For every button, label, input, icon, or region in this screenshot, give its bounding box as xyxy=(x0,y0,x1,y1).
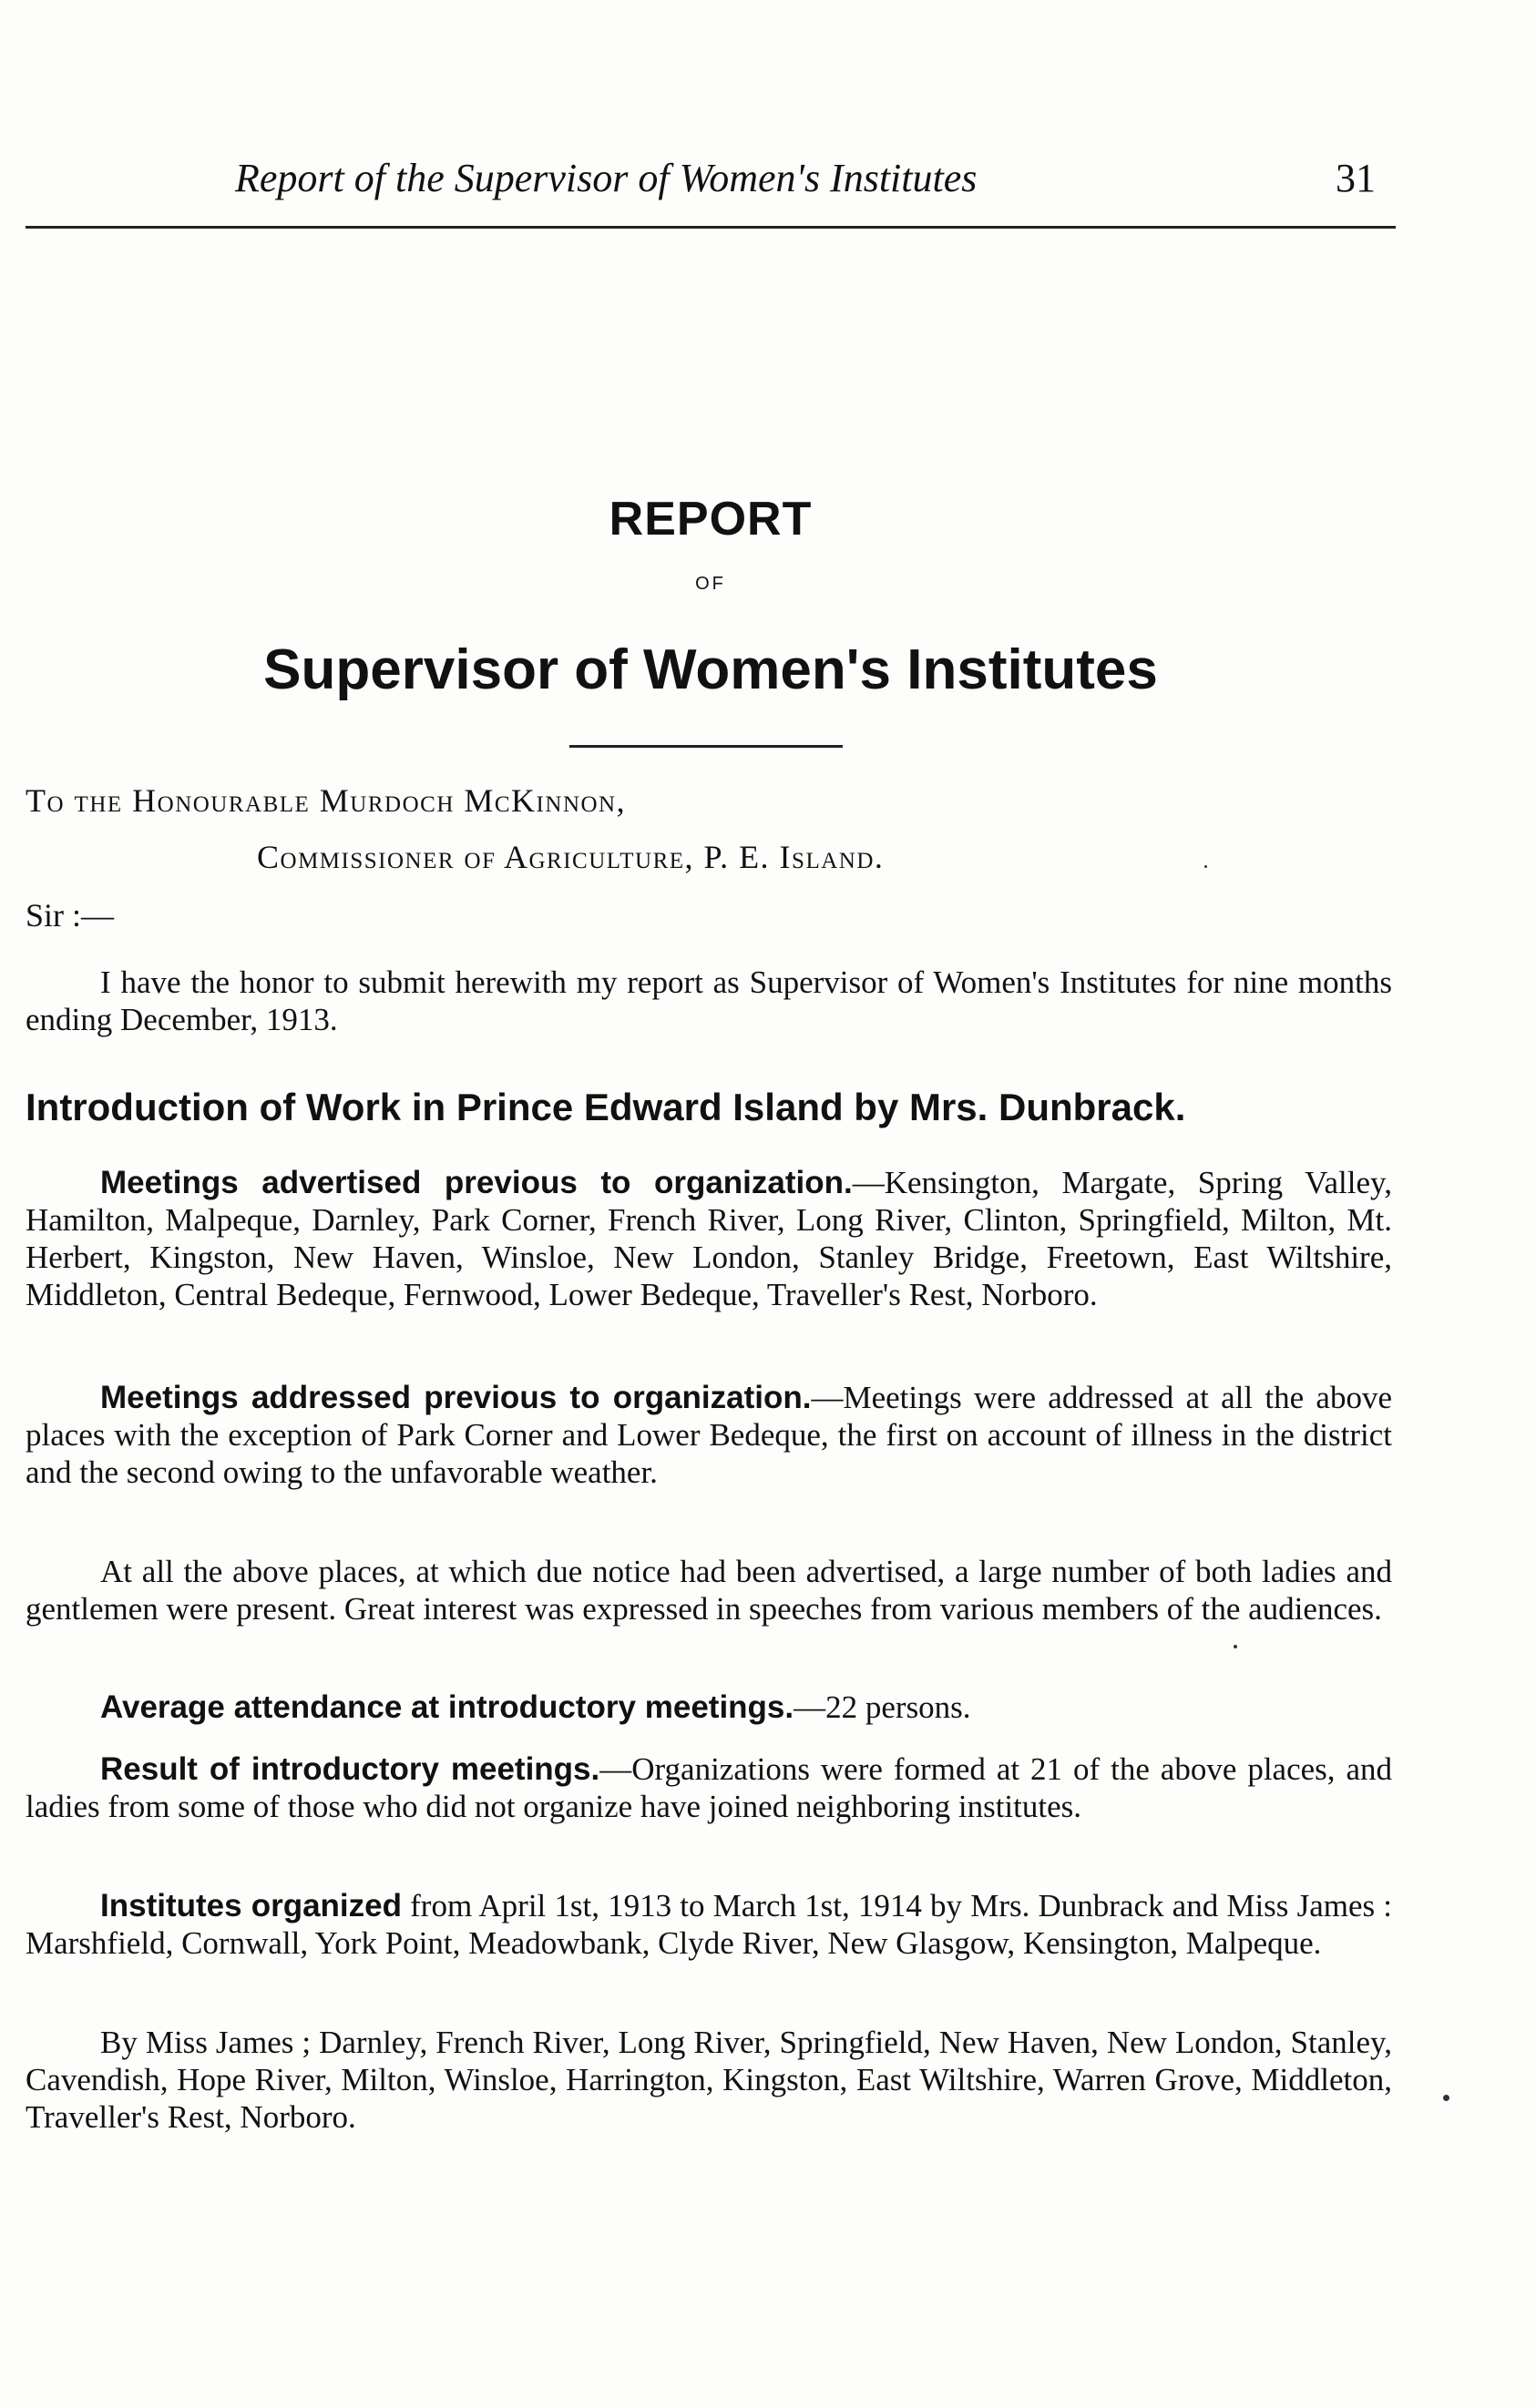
intro-paragraph: I have the honor to submit herewith my report as Supervisor of Women's Institutes for nine months ending December, 1913. xyxy=(26,964,1392,1037)
paragraph-result-meetings xyxy=(26,1750,1392,1825)
running-head-title: Report of the Supervisor of Women's Institutes xyxy=(235,156,978,200)
print-speck xyxy=(1443,2095,1449,2101)
paragraph-lead: Average attendance at introductory meetings. xyxy=(100,1689,794,1725)
title-rule xyxy=(569,745,843,748)
paragraph-text: At all the above places, at which due notice had been advertised, a large number of both ladies and gentlemen were present. Great interest was expressed in speeches from various members of the audiences. xyxy=(26,1554,1392,1627)
paragraph-meetings-addressed xyxy=(26,1379,1392,1491)
report-heading-of: OF xyxy=(695,574,726,594)
report-title: Supervisor of Women's Institutes xyxy=(263,638,1158,701)
paragraph-institutes-organized xyxy=(26,1887,1392,1962)
print-speck xyxy=(1234,1645,1237,1648)
section-heading: Introduction of Work in Prince Edward Island by Mrs. Dunbrack. xyxy=(26,1086,1186,1128)
paragraph-attendance-notes xyxy=(26,1553,1392,1627)
paragraph-by-miss-james xyxy=(26,2024,1392,2136)
paragraph-text: —Meetings were addressed at all the above places with the exception of Park Corner and Lower Bedeque, the first on account of illness in the district and the second owing to the unfavorable weather. xyxy=(26,1380,1392,1490)
paragraph-average-attendance xyxy=(26,1689,1392,1726)
salutation: Sir :— xyxy=(26,897,115,934)
paragraph-text: from April 1st, 1913 to March 1st, 1914 by Mrs. Dunbrack and Miss James : Marshfield, Cornwall, York Point, Meadowbank, Clyde River, New Glasgow, Kensington, Malpeque. xyxy=(26,1888,1392,1961)
header-rule xyxy=(26,226,1396,229)
addressee-line-1: To the Honourable Murdoch McKinnon, xyxy=(26,782,627,819)
addressee-line-2: Commissioner of Agriculture, P. E. Island. xyxy=(257,839,885,875)
report-heading: REPORT xyxy=(609,493,813,546)
paragraph-text: —Organizations were formed at 21 of the above places, and ladies from some of those who did not organize have joined neighboring institutes. xyxy=(26,1751,1392,1824)
paragraph-text: —Kensington, Margate, Spring Valley, Hamilton, Malpeque, Darnley, Park Corner, French River, Long River, Clinton, Springfield, Milton, Mt. Herbert, Kingston, New Haven, Winsloe, New London, Stanley Bridge, Freetown, East Wiltshire, Middleton, Central Bedeque, Fernwood, Lower Bedeque, Traveller's Rest, Norboro. xyxy=(26,1165,1392,1312)
paragraph-lead: Result of introductory meetings. xyxy=(100,1751,600,1787)
paragraph-meetings-advertised xyxy=(26,1164,1392,1313)
paragraph-lead: Institutes organized xyxy=(100,1888,402,1923)
paragraph-text: —22 persons. xyxy=(794,1689,971,1725)
page-number: 31 xyxy=(1336,156,1376,200)
paragraph-lead: Meetings advertised previous to organization. xyxy=(100,1165,853,1200)
print-speck xyxy=(1204,865,1207,868)
paragraph-text: By Miss James ; Darnley, French River, Long River, Springfield, New Haven, New London, Stanley, Cavendish, Hope River, Milton, Winsloe, Harrington, Kingston, East Wiltshire, Warren Grove, Middleton, Traveller's Rest, Norboro. xyxy=(26,2025,1392,2135)
paragraph-lead: Meetings addressed previous to organization. xyxy=(100,1380,812,1415)
